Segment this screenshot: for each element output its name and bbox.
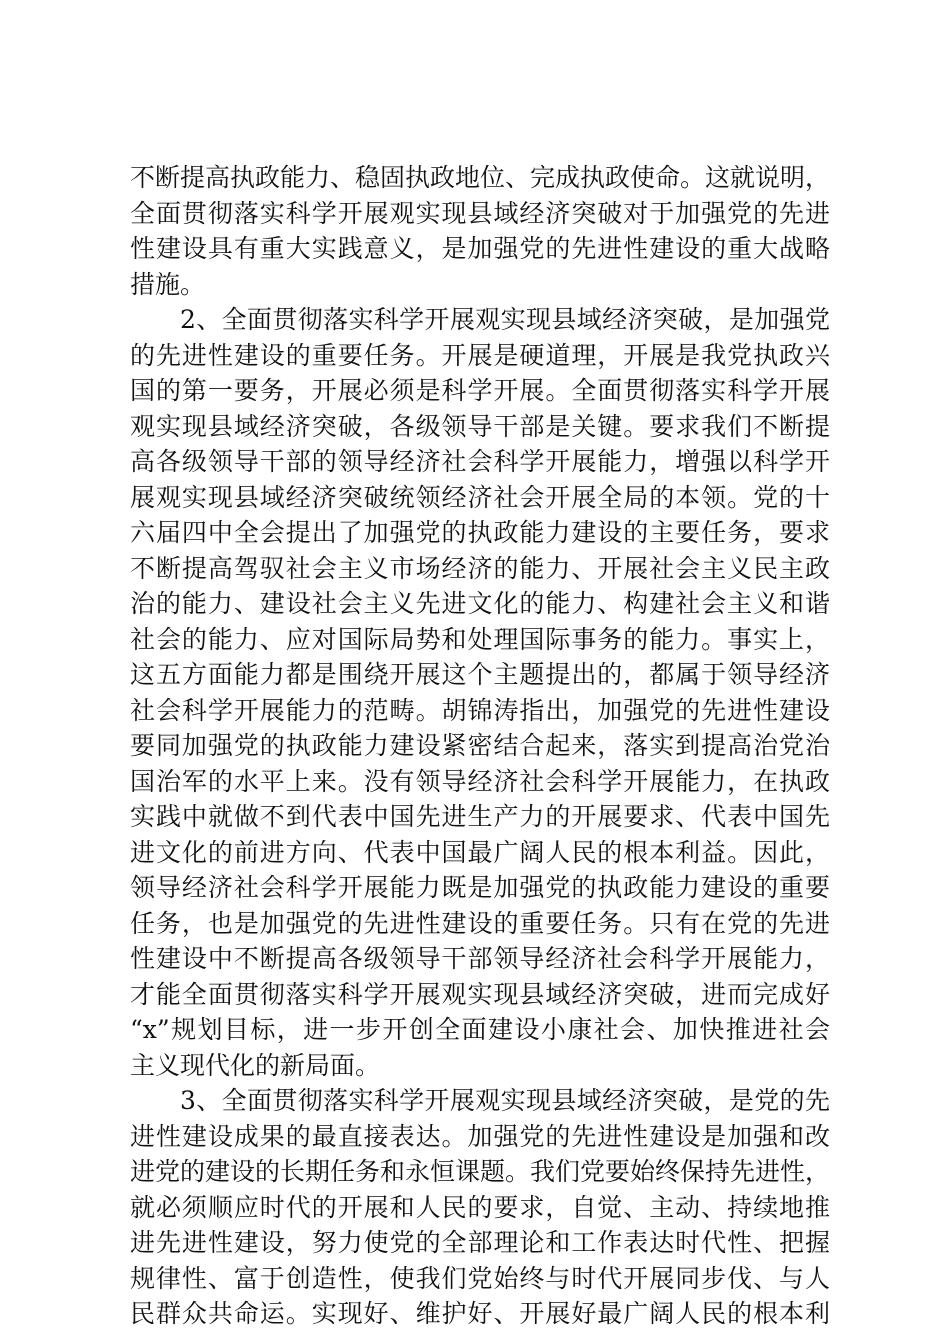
text-line: 才能全面贯彻落实科学开展观实现县域经济突破，进而完成好 — [130, 979, 830, 1009]
text-line: 要同加强党的执政能力建设紧密结合起来，落实到提高治党治 — [130, 731, 830, 760]
text-line: “x”规划目标，进一步开创全面建设小康社会、加快推进社会 — [130, 1015, 830, 1044]
text-line: 进文化的前进方向、代表中国最广阔人民的根本利益。因此， — [130, 837, 830, 867]
text-line: 展观实现县域经济突破统领经济社会开展全局的本领。党的十 — [130, 482, 830, 512]
text-line: 国治军的水平上来。没有领导经济社会科学开展能力，在执政 — [130, 766, 830, 796]
text-line: 不断提高驾驭社会主义市场经济的能力、开展社会主义民主政 — [130, 553, 830, 583]
text-line: 的先进性建设的重要任务。开展是硬道理，开展是我党执政兴 — [130, 340, 830, 370]
text-line: 措施。 — [130, 269, 206, 299]
text-line: 主义现代化的新局面。 — [130, 1050, 381, 1080]
text-line: 六届四中全会提出了加强党的执政能力建设的主要任务，要求 — [130, 518, 830, 547]
text-line: 全面贯彻落实科学开展观实现县域经济突破对于加强党的先进 — [130, 198, 830, 228]
text-line: 性建设中不断提高各级领导干部领导经济社会科学开展能力， — [130, 944, 830, 973]
text-line: 性建设具有重大实践意义，是加强党的先进性建设的重大战略 — [130, 234, 830, 263]
text-line: 3、全面贯彻落实科学开展观实现县域经济突破，是党的先 — [180, 1086, 830, 1115]
text-line: 治的能力、建设社会主义先进文化的能力、构建社会主义和谐 — [130, 589, 830, 618]
text-line: 观实现县域经济突破，各级领导干部是关键。要求我们不断提 — [130, 411, 830, 441]
text-line: 国的第一要务，开展必须是科学开展。全面贯彻落实科学开展 — [130, 376, 830, 405]
text-line: 高各级领导干部的领导经济社会科学开展能力，增强以科学开 — [130, 447, 830, 476]
text-line: 社会的能力、应对国际局势和处理国际事务的能力。事实上， — [130, 624, 830, 654]
text-line: 就必须顺应时代的开展和人民的要求，自觉、主动、持续地推 — [130, 1192, 830, 1222]
text-line: 任务，也是加强党的先进性建设的重要任务。只有在党的先进 — [130, 908, 830, 938]
text-line: 2、全面贯彻落实科学开展观实现县域经济突破，是加强党 — [180, 305, 830, 334]
text-line: 民群众共命运。实现好、维护好、开展好最广阔人民的根本利 — [130, 1299, 830, 1328]
document-body — [130, 160, 830, 1332]
text-line: 实践中就做不到代表中国先进生产力的开展要求、代表中国先 — [130, 802, 830, 831]
text-line: 进党的建设的长期任务和永恒课题。我们党要始终保持先进性， — [130, 1157, 831, 1186]
text-line: 规律性、富于创造性，使我们党始终与时代开展同步伐、与人 — [130, 1263, 830, 1293]
text-line: 进性建设成果的最直接表达。加强党的先进性建设是加强和改 — [130, 1121, 830, 1151]
text-line: 社会科学开展能力的范畴。胡锦涛指出，加强党的先进性建设 — [130, 695, 830, 725]
text-line: 进先进性建设，努力使党的全部理论和工作表达时代性、把握 — [130, 1228, 830, 1257]
text-line: 这五方面能力都是围绕开展这个主题提出的，都属于领导经济 — [130, 660, 830, 689]
text-line: 领导经济社会科学开展能力既是加强党的执政能力建设的重要 — [130, 873, 830, 902]
text-line: 不断提高执政能力、稳固执政地位、完成执政使命。这就说明， — [130, 163, 831, 192]
